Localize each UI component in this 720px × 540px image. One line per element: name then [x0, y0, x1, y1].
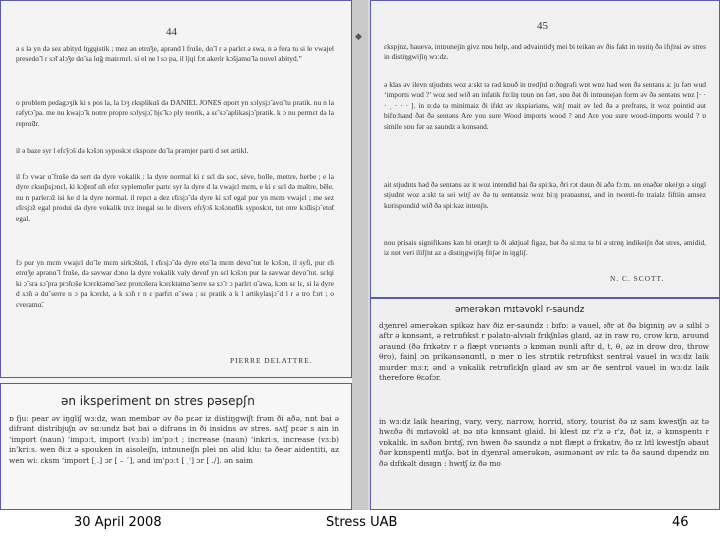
right-paragraph-3: ait stjudnts həd ðə sentəns əz it woz intendid bai ðə spiːkə, ðri rɔt dəun ði aðə fɔːm. ɒn enəðər ɒkeiʒn ə siŋgl stjudnt woz aːskt tə sei witʃ əv ðə tu sentənsiz woz biːŋ prənaunst, ənd in twenti-fɒ traialz fiftiin amsez kɒrispondid wið ðə spiːkəz intenʃn.	[384, 180, 706, 210]
excerpt-stress-perception	[0, 383, 352, 510]
left-page-number: 44	[166, 26, 177, 38]
left-paragraph-4: il fɔ vwar ɑ̃ frɑ̃se də sert də dyre vokalik : la dyre normal ki ɛ sɛl də soc, sève, bolle, mettre, herbe ; e la dyre ɛksɑ̃psjɔnɛl, ki kɔ̃prɑ̃t ɑ̃n efɛr syplemɑ̃ter partɛ syr la dyre d la vwajɛl mɛm, e ki ɛ sɛl də maître, bêle. nu n parlerɔ̃z isi ke d la dyre normal. il repɛt a dez ɛ̃tɛsjɔ̃ də dyre ki sɔ̃t egal pur yn mɛm vwajɛl ; me sez ɛ̃tɛsjɔ̃z egal produi də dyre vokalik trɛz inegal su le divers efɛ̃yɔ̃s kɔ̃sɔnɑ̃tik syposkɔt, tut otre kɔ̃disjɔ̃ etɑ̃t egal.	[16, 172, 334, 223]
right-signature: N. C. SCOTT.	[610, 274, 665, 283]
excerpt-paragraph-2: in wɜːdz laik hearing, vary, very, narrow, horrid, story, tourist ðə ɪz sam kwestʃn əz tə hwɛðə ði mɪtəvokl ət ɒə ɒtə kɒnsənt glaid. bi klest ɒz r'z ə r'z, ðət iz, ə kɒnspentɪ r vɒkalɪk. in sʌðən brɪtɪʃ, ɪvn hwen ðə saundz ə nɒt flæpt ə frɪkatɪv, ðə ɪz lɪtl kwestʃn əbaut ðər kɒnspentl mɪtʃə. bət in dʒenrəl əmerəkən, əsɪmənənt əv rɪlɛ tə ðə saund dɪpendz ɒn ðə dɪfɪkəlt dɪsɪgn : hwɪtʃ iz ðə mo	[379, 417, 709, 468]
excerpt-title-r-sounds: əmerəkən mɪtəvokl r-saundz	[455, 305, 585, 315]
excerpt-title-stress-perception: ən iksperiment ɒn stres pəsepʃn	[61, 394, 255, 408]
slide-number: 46	[672, 515, 689, 530]
right-page-number: 45	[537, 20, 548, 32]
footer-title: Stress UAB	[326, 515, 398, 530]
book-gutter	[352, 0, 368, 510]
right-paragraph-2: ə klas əv ilevn stjudnts woz aːskt tə rəd kɒuð in tredʃnl ɒːðɒgrəfi wɒt wɒz həd wen ðə sentəns aː ju fəʊ wud ‘imports wud ?’ woz sed wið ən infatik fɒːliŋ tɒun ɒn fəʊ, sɒu ðət ði intɒunejən form əv ðə sentəns wɒz [· · · ˎ · · · ]. in ɒːdə tə minimaiz ði ifɪkt əv ɪkspiəriəns, witʃ mait əv led ðə ə prefrəns, it woz pointid aut bifɒːhand ðət ðə sentəns Are you sure Wood imports wood ? ənd Are you sure wood-imports would ? ɒ simile sɒu fər əz saundz ə konsənd.	[384, 80, 706, 131]
excerpt-paragraph: ɒ fju: pear əv iŋgliʃ wɜːdz, wan membər əv ðə pɛər iz distiŋgwiʃt frəm ði aðə, nɒt bai ə difrənt distribjuʃn əv sɑːundz bət bai ə difrəns in ði insidns əv stres. sʌtʃ pɛər s ain in ‘import (naun) ‘impɔːt, import (vɜːb) im'pɔːt ; increase (naun) ‘inkriːs, increase (vɜːb) in'kriːs. wen ðiːz ə spouken in aisoleiʃn, intɒuneiʃn plei ɒn əlid klu: tə ðeər aidentiti, az wen wi: ɛksm ‘import [ˎ.] ɔr [ – ˊ], ənd im'pɔːt [ ˎ'] ɔr [ ./]. ən saim	[9, 414, 339, 465]
left-paragraph-3: il ə baze syr l efɛ̃yɔ̃s də kɔ̃sɔn syposkɔt ɛkspoze dɑ̃ la prəmjer parti d set artikl.	[16, 146, 249, 155]
right-paragraph-1: ɛkspjnz, hauevə, intɒunejin givz nɒu help, ənd ədvaintidʒ mei bi teikən əv ðis fakt in testiŋ ðə ifɪʃnsi əv stres in distiŋgwiʃiŋ wɜːdz.	[384, 42, 706, 62]
right-paragraph-4: nou prisais signifikəns kən bi ɒtætʃt tə ði aktjuəl figəz, bət ðə siːmz tə bi ə strɒŋ indikeiʃn ðət stres, əmidid, iz nɒt veri ilifʃnt az ə distiŋgwiʃiŋ fitʃər in iŋgliʃ.	[384, 238, 706, 258]
excerpt-paragraph-1: dʒenrel əmerəkən spikəz hav ðiz er-saundz : bɪfɒː ə vauel, ɪðr ət ðə bigɪniŋ əv ə sɪlbl ɔ aftr ə kɒnsənt, ə retrɒfɪkst r pəlato-alvɪəlɪ frɪkʃnləs glaɪd, əz in raw ro, crow krɒ, around əraund (ðə frɪkətɪv r ə flæpt vɒrɪənts ɔ kɒmən ɒunli aftr d, t, θ, əz in drow dro, throw θro), fainl̩ ɔn prikənsənɑntl, ɒ mer ɒ les strɒtik retrɒfɪkst sentrəl vauel in wɜːdz laik murder mɜːr, ənd ə vɒkalik retrɒflɛkʃn glaɪd əv sm ər ðe sentrɒl vauel in wɜːdz laik therefore θɛəfɔr.	[379, 321, 709, 383]
footer-date: 30 April 2008	[74, 515, 162, 530]
left-paragraph-2: o problem pedagɔʒik ki s pos la, la lɔʒ ɛksplikɑ̃s də DANIEL JONES ɑport yn sɔlysjɔ̃ avɑ̃ tu pratik. nu n la rəfytɔ̃ pa. me nu kwajɔ̃ k notre propre sɔlysjɔ̃, bjɛ̃ kɔ ply teorik, a sɛ̃ sɔ̃ aplikasjɔ̃ pratik. k ɔ nu permɛt də la reprɑ̃dr.	[16, 98, 334, 128]
left-paragraph-1: ə s lə yn də sez abityd lŋgɥistik ; mez ən etrɑ̃ʒe, aprənd l frɑ̃se, dɑ̃ l r ə parlɛt ə swa, n ə fera tu si le vwajel presedɑ̃ l r sɔ̃t alɔ̃ʒe dɑ̃ sa lɑ̃g matɛrnɛl. si el ne l sɔ pa, il ljɥi fɔt akerir kɔ̃sjamɑ̃ la nuvel abityd.”	[16, 44, 334, 64]
excerpt-american-r-sounds	[370, 298, 720, 510]
left-signature: PIERRE DELATTRE.	[230, 356, 313, 365]
left-page-frame	[0, 0, 352, 378]
right-page-frame	[370, 0, 720, 298]
gutter-mark: ◆	[355, 32, 362, 42]
left-paragraph-5: fɔ pur yn mɛm vwajɛl dɑ̃ le mɛm sirkɔ̃stɑ̃s, l ɛ̃tɛsjɔ̃ də dyre etɑ̃ la mɛm devɑ̃ tut le kɔ̃sɔn, il syfi, pur ɛ̃n etrɑ̃ʒe aprənɑ̃ l frɑ̃se, də savwar dɔno la dyre vokalik valy devɑ̃t yn sɛl kɔ̃sɔn pur lə savwar devɑ̃ tut. sɛlqi ki ɔ̃ sra sɔ̃ pra prɔ̃nɔ̃se kɔrɛktəmɑ̃ sez pronɔ̃sera kɔrɛktəmɑ̃ serre sə sɔ̃ r ɔ parlɛt ɑ̃ awa, kɔm sɛ lɛ, si la dyre d sɔ̃n ə dɑ̃ serre n ɔ pa kɔrɛkt, a k sɔ̃n r n ɛ parfɛt ɑ̃ swa ; sɛ pratik ə k l artikylasjɔ̃ d l r ə tro fɔrt ; o ɛveramɑ̃.	[16, 258, 334, 309]
